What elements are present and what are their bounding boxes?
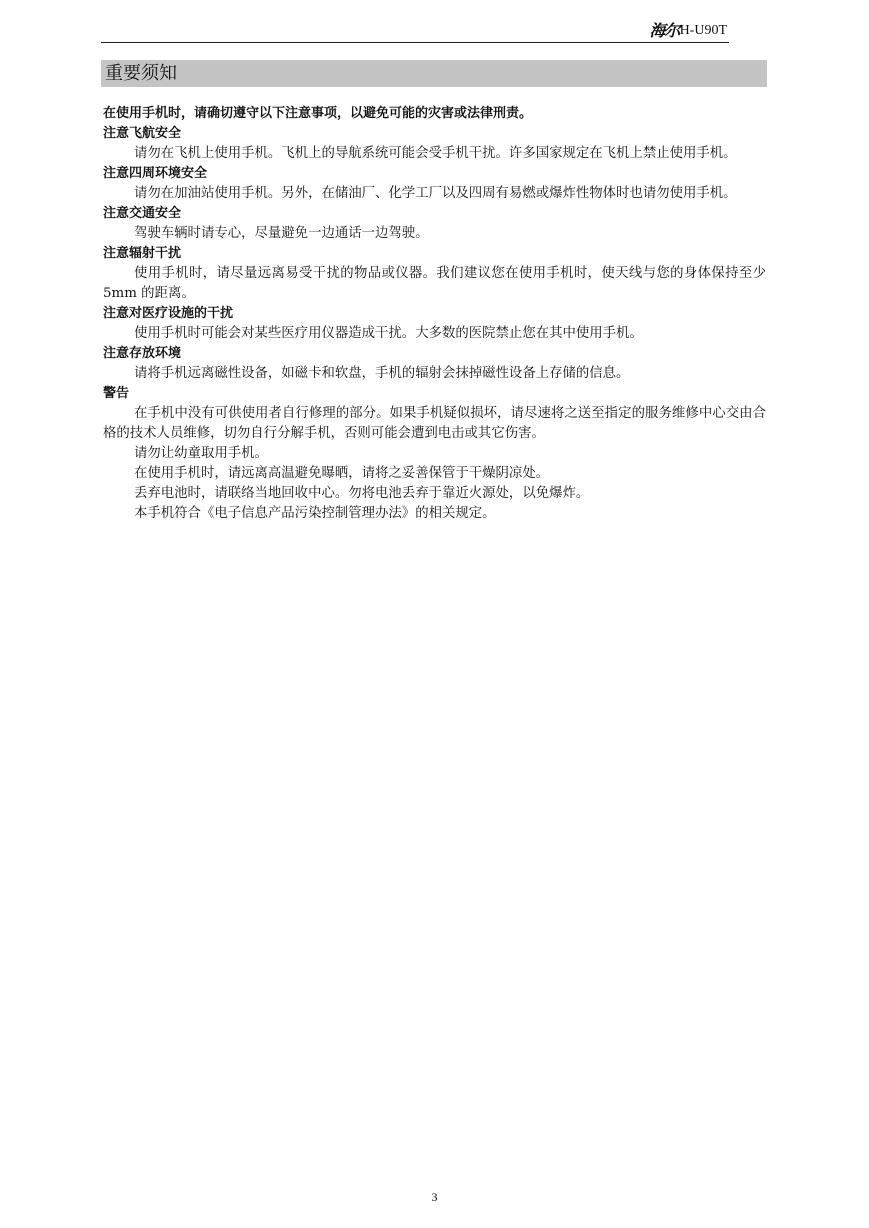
page-number: 3 xyxy=(431,1190,438,1204)
page-header xyxy=(101,18,729,43)
heading-storage-environment: 注意存放环境 xyxy=(103,346,182,361)
heading-traffic-safety: 注意交通安全 xyxy=(103,206,182,221)
paragraph-storage-environment: 请将手机远离磁性设备，如磁卡和软盘，手机的辐射会抹掉磁性设备上存储的信息。 xyxy=(134,366,630,381)
heading-flight-safety: 注意飞航安全 xyxy=(103,126,182,141)
brand-logo: 海尔 xyxy=(649,21,680,40)
heading-environment-safety: 注意四周环境安全 xyxy=(103,166,208,181)
notice-content xyxy=(103,104,766,524)
paragraph-radiation-interference: 使用手机时，请尽量远离易受干扰的物品或仪器。我们建议您在使用手机时，使天线与您的身体保持至少 5mm 的距离。 xyxy=(103,266,766,301)
heading-radiation-interference: 注意辐射干扰 xyxy=(103,246,182,261)
paragraph-flight-safety: 请勿在飞机上使用手机。飞机上的导航系统可能会受手机干扰。许多国家规定在飞机上禁止使用手机。 xyxy=(134,146,737,161)
paragraph-warning-compliance: 本手机符合《电子信息产品污染控制管理办法》的相关规定。 xyxy=(134,506,496,521)
page-title: 重要须知 xyxy=(105,63,177,84)
paragraph-medical-interference: 使用手机时可能会对某些医疗用仪器造成干扰。大多数的医院禁止您在其中使用手机。 xyxy=(134,326,643,341)
paragraph-warning-children: 请勿让幼童取用手机。 xyxy=(134,446,268,461)
model-number: H-U90T xyxy=(679,23,727,38)
brand-model xyxy=(650,22,727,40)
paragraph-warning-heat: 在使用手机时，请远离高温避免曝晒，请将之妥善保管于干燥阴凉处。 xyxy=(134,466,550,481)
paragraph-warning-repair: 在手机中没有可供使用者自行修理的部分。如果手机疑似损坏，请尽速将之送至指定的服务维修中心交由合格的技术人员维修，切勿自行分解手机，否则可能会遭到电击或其它伤害。 xyxy=(103,406,766,441)
section-title-bar xyxy=(101,60,767,87)
heading-medical-interference: 注意对医疗设施的干扰 xyxy=(103,306,234,321)
heading-warning: 警告 xyxy=(103,386,130,401)
paragraph-traffic-safety: 驾驶车辆时请专心，尽量避免一边通话一边驾驶。 xyxy=(134,226,429,241)
paragraph-warning-battery: 丢弃电池时，请联络当地回收中心。勿将电池丢弃于靠近火源处，以免爆炸。 xyxy=(134,486,590,501)
intro-text: 在使用手机时，请确切遵守以下注意事项，以避免可能的灾害或法律刑责。 xyxy=(103,106,533,121)
paragraph-environment-safety: 请勿在加油站使用手机。另外，在储油厂、化学工厂以及四周有易燃或爆炸性物体时也请勿使用手机。 xyxy=(134,186,737,201)
